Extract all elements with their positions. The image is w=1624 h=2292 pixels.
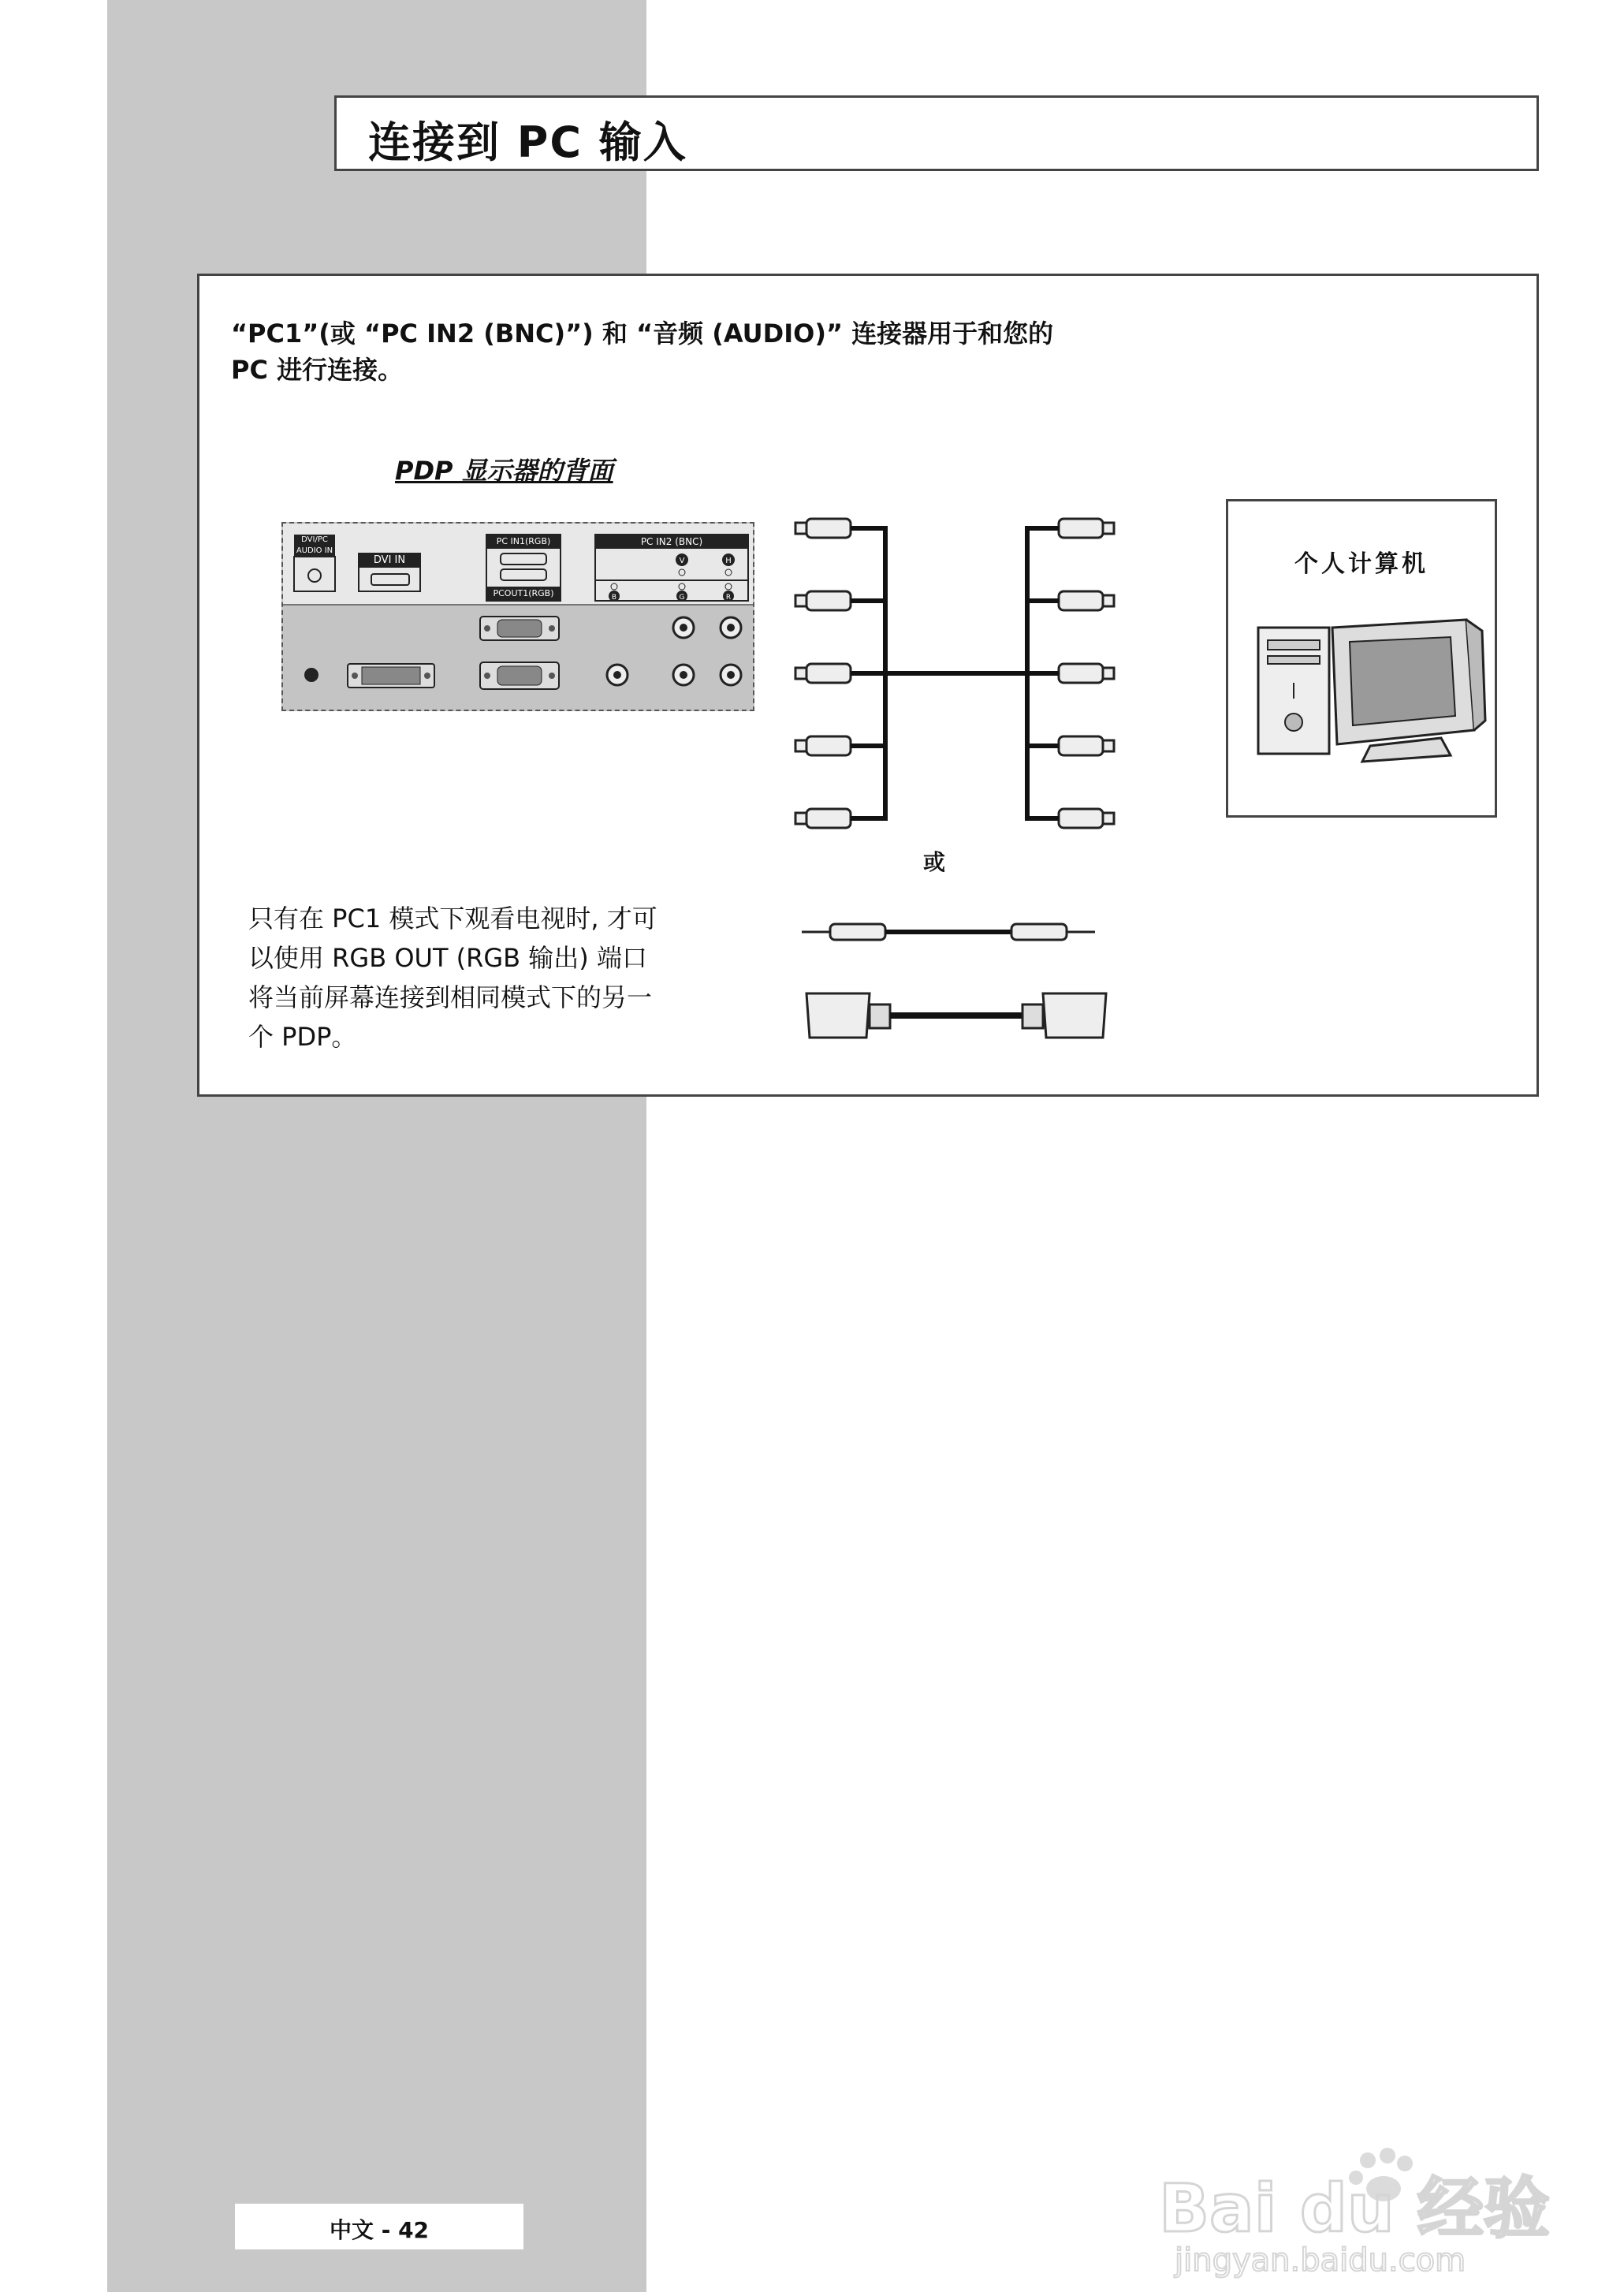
audio-cable	[799, 913, 1098, 952]
bnc-connectors-right	[1059, 519, 1114, 828]
bnc-plug-left-3	[795, 664, 851, 683]
bnc-wires	[851, 528, 1059, 818]
pc-in1-label: PC IN1(RGB)	[486, 535, 561, 549]
note-line-2: 以使用 RGB OUT (RGB 输出) 端口	[248, 943, 647, 973]
pc-in2-label: PC IN2 (BNC)	[595, 535, 748, 549]
bnc-plug-right-2	[1059, 591, 1114, 610]
bnc-label-h: H	[725, 557, 732, 565]
bnc-label-r: R	[725, 594, 732, 602]
intro-line-2: PC 进行连接。	[231, 355, 404, 385]
vga-cable	[799, 986, 1114, 1049]
pc-out1-label: PCOUT1(RGB)	[486, 587, 561, 601]
baidu-watermark	[1159, 2145, 1553, 2279]
pdp-rear-panel	[281, 522, 754, 711]
bnc-plug-right-4	[1059, 736, 1114, 755]
bnc-wire-left-2	[851, 601, 885, 673]
bnc-connectors-left	[795, 519, 851, 828]
bnc-label-b: B	[611, 594, 617, 602]
bnc-cable-bundle	[791, 512, 1138, 844]
pc-box	[1226, 499, 1497, 818]
intro-text	[231, 315, 1053, 388]
baidu-watermark-art	[1159, 2145, 1553, 2279]
pc-label: 个人计算机	[1294, 550, 1428, 578]
bnc-plug-left-5	[795, 809, 851, 828]
dvi-pc-audio-label: DVI/PC AUDIO IN	[294, 535, 335, 557]
note-line-4: 个 PDP。	[248, 1022, 357, 1052]
bnc-plug-left-2	[795, 591, 851, 610]
bnc-plug-right-3	[1059, 664, 1114, 683]
watermark-url: jingyan.baidu.com	[1175, 2242, 1466, 2279]
bnc-wire-right-4	[1027, 673, 1059, 746]
bnc-wire-left-4	[851, 673, 885, 746]
footer-box	[235, 2204, 523, 2249]
bnc-wire-right-2	[1027, 601, 1059, 673]
intro-line-1: “PC1”(或 “PC IN2 (BNC)”) 和 “音频 (AUDIO)” 连接器用于和您的	[231, 319, 1054, 348]
dvi-in-label: DVI IN	[359, 553, 420, 568]
panel-label-details	[283, 524, 756, 604]
page-title: 连接到 PC 输入	[368, 117, 687, 167]
bnc-plug-right-1	[1059, 519, 1114, 538]
bnc-label-g: G	[679, 594, 685, 602]
panel-label-strip	[283, 524, 753, 606]
page-number: 中文 - 42	[329, 2217, 430, 2243]
or-label: 或	[923, 849, 946, 875]
pc-illustration	[1244, 612, 1481, 770]
rgb-out-note	[248, 899, 657, 1057]
title-box	[334, 95, 1539, 171]
bnc-plug-left-1	[795, 519, 851, 538]
note-line-1: 只有在 PC1 模式下观看电视时, 才可	[248, 904, 657, 934]
note-line-3: 将当前屏幕连接到相同模式下的另一	[248, 982, 653, 1012]
panel-ports	[283, 604, 756, 711]
rear-panel-caption: PDP 显示器的背面	[395, 456, 613, 486]
bnc-plug-left-4	[795, 736, 851, 755]
bnc-label-v: V	[679, 557, 685, 565]
content-box	[197, 274, 1539, 1097]
watermark-brand: Bai du 经验	[1159, 2170, 1550, 2247]
bnc-plug-right-5	[1059, 809, 1114, 828]
